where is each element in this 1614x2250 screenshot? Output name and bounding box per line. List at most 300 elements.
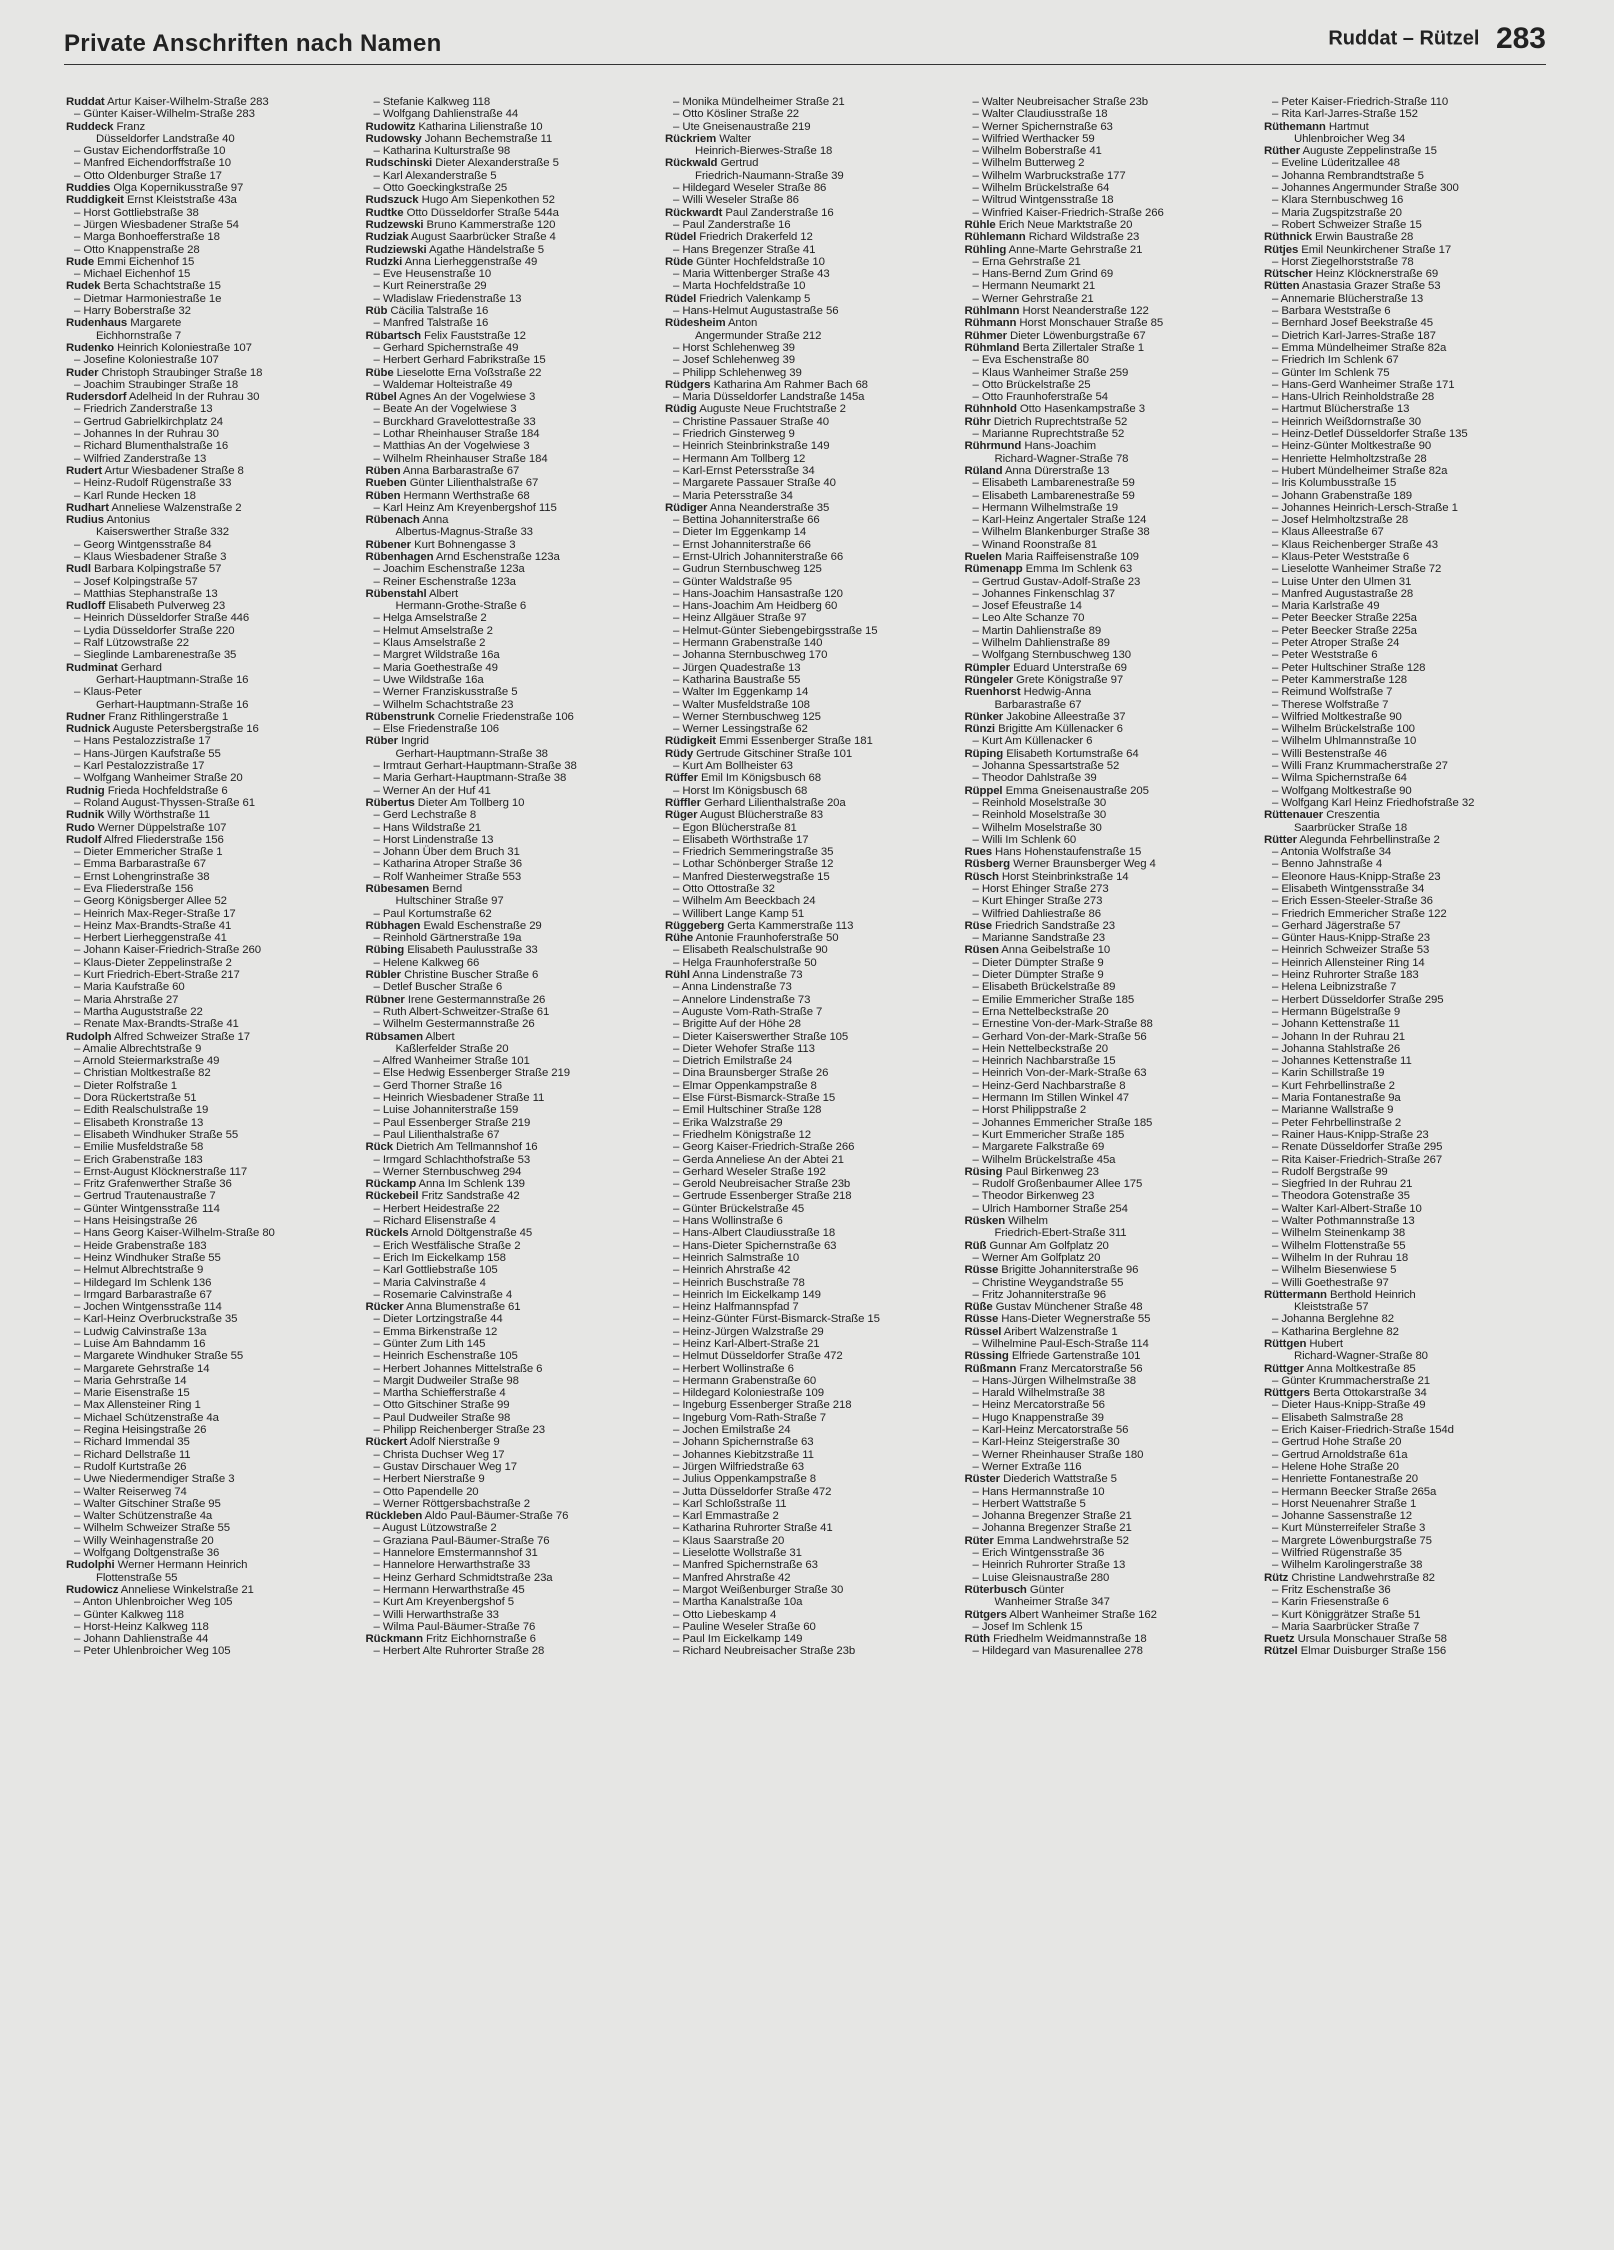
directory-entry xyxy=(366,428,648,440)
entry-text: Eleonore Haus-Knipp-Straße 23 xyxy=(1281,870,1441,883)
entry-text: Karl Runde Hecken 18 xyxy=(83,489,196,502)
entry-text: Friedrich Emmericher Straße 122 xyxy=(1281,907,1447,920)
entry-text: Rita Kaiser-Friedrich-Straße 267 xyxy=(1281,1153,1443,1166)
directory-entry xyxy=(66,858,348,870)
directory-entry xyxy=(1264,1559,1546,1571)
entry-text: Otto Goeckingkstraße 25 xyxy=(382,182,508,195)
entry-text: Gunnar Am Golfplatz 20 xyxy=(989,1239,1109,1252)
entry-text: Karl-Ernst Petersstraße 34 xyxy=(682,464,815,477)
directory-entry xyxy=(665,305,947,317)
directory-entry xyxy=(366,858,648,870)
entry-text: Dieter Alexanderstraße 5 xyxy=(435,157,559,170)
entry-text: Karl Alexanderstraße 5 xyxy=(382,169,497,182)
same-name-dash: – xyxy=(373,563,383,576)
same-name-dash: – xyxy=(972,907,982,920)
same-name-dash: – xyxy=(373,1092,383,1105)
entry-text: Eva Eschenstraße 80 xyxy=(981,354,1089,367)
same-name-dash: – xyxy=(373,1153,383,1166)
same-name-dash: – xyxy=(972,538,982,551)
entry-text: Brigitte Auf der Höhe 28 xyxy=(682,1018,801,1031)
entry-text: Hans-Joachim xyxy=(1024,440,1096,453)
entry-text: Wilhelm Brückelstraße 45a xyxy=(981,1153,1116,1166)
entry-text: Ludwig Calvinstraße 13a xyxy=(83,1325,207,1338)
entry-text: Horst Monschauer Straße 85 xyxy=(1019,317,1164,330)
same-name-dash: – xyxy=(972,1276,982,1289)
entry-text: Jutta Düsseldorfer Straße 472 xyxy=(682,1485,832,1498)
entry-text: Eduard Unterstraße 69 xyxy=(1013,661,1127,674)
entry-text: August Lützowstraße 2 xyxy=(382,1522,497,1535)
directory-entry xyxy=(665,920,947,932)
same-name-dash: – xyxy=(1272,735,1282,748)
same-name-dash: – xyxy=(74,1485,84,1498)
same-name-dash: – xyxy=(74,1055,83,1068)
entry-text: Horst Schlehenweg 39 xyxy=(682,341,795,354)
entry-surname: Rüggeberg xyxy=(665,919,725,932)
directory-entry xyxy=(366,1141,648,1153)
entry-text: Hermann Wilhelmstraße 19 xyxy=(981,501,1119,514)
directory-entry xyxy=(965,133,1247,145)
directory-entry xyxy=(965,760,1247,772)
directory-entry xyxy=(1264,108,1546,120)
directory-entry xyxy=(1264,514,1546,526)
entry-surname: Ruder xyxy=(66,366,99,379)
same-name-dash: – xyxy=(74,1473,84,1486)
same-name-dash: – xyxy=(373,1251,383,1264)
directory-entry xyxy=(1264,1154,1546,1166)
same-name-dash: – xyxy=(74,1436,84,1449)
directory-entry xyxy=(66,994,348,1006)
entry-text: Wilma Spichernstraße 64 xyxy=(1281,772,1407,785)
directory-entry xyxy=(965,465,1247,477)
entry-text: Kurt Fehrbellinstraße 2 xyxy=(1281,1079,1395,1092)
directory-entry xyxy=(665,280,947,292)
directory-entry xyxy=(66,748,348,760)
same-name-dash: – xyxy=(74,747,84,760)
entry-text: Beate An der Vogelwiese 3 xyxy=(382,403,517,416)
directory-entry xyxy=(665,649,947,661)
same-name-dash: – xyxy=(74,1547,84,1560)
entry-text: Christa Duchser Weg 17 xyxy=(382,1448,505,1461)
directory-entry xyxy=(965,1301,1247,1313)
same-name-dash: – xyxy=(1272,354,1282,367)
directory-entry xyxy=(366,1399,648,1411)
entry-text: Kurt Am Kreyenbergshof 5 xyxy=(382,1596,515,1609)
entry-text: Dietmar Harmoniestraße 1e xyxy=(83,292,222,305)
directory-entry xyxy=(665,477,947,489)
directory-entry xyxy=(66,649,348,661)
same-name-dash: – xyxy=(373,1411,383,1424)
same-name-dash: – xyxy=(373,378,383,391)
entry-text: Lieselotte Erna Voßstraße 22 xyxy=(396,366,542,379)
entry-surname: Rüssing xyxy=(964,1350,1009,1363)
entry-text: Manfred Talstraße 16 xyxy=(382,317,489,330)
directory-entry xyxy=(66,760,348,772)
same-name-dash: – xyxy=(1272,255,1282,268)
entry-text: Gerhart-Hauptmann-Straße 16 xyxy=(96,698,249,711)
entry-text: Gerta Kammerstraße 113 xyxy=(727,919,854,932)
directory-entry xyxy=(965,428,1247,440)
directory-entry xyxy=(1264,1117,1546,1129)
directory-entry xyxy=(965,367,1247,379)
directory-entry xyxy=(665,1596,947,1608)
directory-entry xyxy=(1264,699,1546,711)
same-name-dash: – xyxy=(1272,292,1281,305)
directory-entry xyxy=(665,1436,947,1448)
entry-text: Paul Zanderstraße 16 xyxy=(725,206,834,219)
entry-surname: Rübhagen xyxy=(365,919,421,932)
entry-surname: Rudziak xyxy=(365,231,409,244)
directory-entry xyxy=(66,588,348,600)
entry-surname: Rünker xyxy=(964,710,1004,723)
entry-text: Heinz-Günter Fürst-Bismarck-Straße 15 xyxy=(682,1313,880,1326)
entry-text: Manfred Ahrstraße 42 xyxy=(682,1571,791,1584)
directory-entry xyxy=(66,1067,348,1079)
directory-entry xyxy=(965,858,1247,870)
directory-entry xyxy=(366,1621,648,1633)
directory-entry xyxy=(1264,1018,1546,1030)
directory-entry xyxy=(965,637,1247,649)
same-name-dash: – xyxy=(74,1424,84,1437)
entry-text: Reinhold Gärtnerstraße 19a xyxy=(382,932,522,945)
same-name-dash: – xyxy=(673,1473,683,1486)
directory-entry xyxy=(66,539,348,551)
directory-entry xyxy=(1264,145,1546,157)
entry-text: Paul Dudweiler Straße 98 xyxy=(382,1411,511,1424)
same-name-dash: – xyxy=(74,907,84,920)
directory-entry xyxy=(366,1129,648,1141)
directory-entry xyxy=(965,920,1247,932)
directory-entry xyxy=(1264,551,1546,563)
directory-entry xyxy=(66,1264,348,1276)
entry-text: Friedrich Sandstraße 23 xyxy=(995,919,1115,932)
same-name-dash: – xyxy=(373,932,383,945)
directory-entry xyxy=(366,342,648,354)
same-name-dash: – xyxy=(1272,1128,1282,1141)
entry-text: Jürgen Wiesbadener Straße 54 xyxy=(83,218,239,231)
entry-text: Rosemarie Calvinstraße 4 xyxy=(382,1288,513,1301)
entry-surname: Rudowsky xyxy=(365,132,422,145)
same-name-dash: – xyxy=(74,1325,84,1338)
entry-text: Anna Moltkestraße 85 xyxy=(1306,1362,1416,1375)
entry-text: Emmi Essenberger Straße 181 xyxy=(719,735,873,748)
entry-text: Gerd Thorner Straße 16 xyxy=(382,1079,502,1092)
directory-entry xyxy=(665,1313,947,1325)
directory-entry xyxy=(965,342,1247,354)
same-name-dash: – xyxy=(673,96,683,108)
directory-entry xyxy=(965,834,1247,846)
same-name-dash: – xyxy=(74,1227,84,1240)
same-name-dash: – xyxy=(1272,305,1282,318)
same-name-dash: – xyxy=(373,108,383,121)
entry-text: Willi Goethestraße 97 xyxy=(1281,1276,1389,1289)
directory-entry xyxy=(66,1522,348,1534)
entry-surname: Ruddat xyxy=(66,96,105,108)
entry-text: Brigitte Johanniterstraße 96 xyxy=(1001,1264,1139,1277)
directory-entry xyxy=(665,133,947,145)
same-name-dash: – xyxy=(972,575,982,588)
same-name-dash: – xyxy=(673,182,683,195)
same-name-dash: – xyxy=(972,366,982,379)
same-name-dash: – xyxy=(74,1202,84,1215)
entry-surname: Rüffer xyxy=(665,772,698,785)
directory-entry xyxy=(366,330,648,342)
entry-text: Johann Grabenstraße 189 xyxy=(1281,489,1412,502)
directory-entry xyxy=(366,932,648,944)
entry-text: Hans-Helmut Augustastraße 56 xyxy=(682,305,839,318)
same-name-dash: – xyxy=(972,956,982,969)
same-name-dash: – xyxy=(373,1571,383,1584)
entry-text: Richard-Wagner-Straße 78 xyxy=(994,452,1129,465)
same-name-dash: – xyxy=(1272,108,1282,121)
directory-entry xyxy=(665,699,947,711)
directory-entry xyxy=(66,1363,348,1375)
same-name-dash: – xyxy=(1272,366,1282,379)
entry-surname: Rüß xyxy=(964,1239,987,1252)
same-name-dash: – xyxy=(673,391,683,404)
same-name-dash: – xyxy=(1272,1411,1282,1424)
same-name-dash: – xyxy=(972,612,982,625)
same-name-dash: – xyxy=(673,1350,683,1363)
entry-text: Herbert Düsseldorfer Straße 295 xyxy=(1281,993,1444,1006)
entry-text: Robert Schweizer Straße 15 xyxy=(1281,218,1422,231)
directory-entry xyxy=(965,477,1247,489)
directory-entry xyxy=(366,477,648,489)
directory-entry xyxy=(1264,674,1546,686)
same-name-dash: – xyxy=(74,956,84,969)
entry-text: Gerd Lechstraße 8 xyxy=(382,809,477,822)
directory-entry xyxy=(665,502,947,514)
same-name-dash: – xyxy=(673,1460,683,1473)
directory-entry xyxy=(1264,1006,1546,1018)
entry-text: Gertrud Arnoldstraße 61a xyxy=(1281,1448,1408,1461)
entry-text: Maria Goethestraße 49 xyxy=(382,661,498,674)
entry-text: Willi Weseler Straße 86 xyxy=(682,194,799,207)
same-name-dash: – xyxy=(74,243,84,256)
entry-text: Christine Landwehrstraße 82 xyxy=(1291,1571,1435,1584)
entry-text: Luise Unter den Ulmen 31 xyxy=(1281,575,1412,588)
same-name-dash: – xyxy=(373,772,383,785)
entry-text: Richard Dellstraße 11 xyxy=(83,1448,191,1461)
entry-text: Ewald Eschenstraße 29 xyxy=(423,919,542,932)
entry-text: Aldo Paul-Bäumer-Straße 76 xyxy=(424,1510,569,1523)
directory-entry xyxy=(66,440,348,452)
entry-text: Bernhard Josef Beekstraße 45 xyxy=(1281,317,1434,330)
entry-text: Karl Schloßstraße 11 xyxy=(682,1497,787,1510)
directory-entry xyxy=(665,1067,947,1079)
same-name-dash: – xyxy=(74,452,84,465)
entry-text: Auguste Petersbergstraße 16 xyxy=(112,723,259,736)
entry-text: Klara Sternbuschweg 16 xyxy=(1281,194,1404,207)
same-name-dash: – xyxy=(373,415,383,428)
entry-surname: Rühe xyxy=(665,932,694,945)
directory-entry xyxy=(665,1399,947,1411)
directory-entry xyxy=(665,403,947,415)
same-name-dash: – xyxy=(373,1559,383,1572)
directory-entry xyxy=(66,1141,348,1153)
entry-text: Walter Reiserweg 74 xyxy=(83,1485,187,1498)
entry-surname: Rückwardt xyxy=(665,206,723,219)
directory-entry xyxy=(366,908,648,920)
entry-surname: Rudl xyxy=(66,563,91,576)
directory-entry xyxy=(665,1621,947,1633)
entry-text: Gertrud Gustav-Adolf-Straße 23 xyxy=(981,575,1141,588)
same-name-dash: – xyxy=(972,883,982,895)
entry-text: Joachim Eschenstraße 123a xyxy=(382,563,525,576)
directory-entry xyxy=(66,1289,348,1301)
entry-text: Wilhelm Boberstraße 41 xyxy=(981,145,1102,158)
entry-text: Wolfgang Wanheimer Straße 20 xyxy=(83,772,243,785)
same-name-dash: – xyxy=(74,1042,83,1055)
directory-entry xyxy=(1264,994,1546,1006)
entry-text: Hubert xyxy=(1309,1337,1343,1350)
entry-text: Hans-Albert Claudiusstraße 18 xyxy=(682,1227,836,1240)
entry-text: Emma Gneisenaustraße 205 xyxy=(1005,784,1149,797)
same-name-dash: – xyxy=(673,243,683,256)
same-name-dash: – xyxy=(673,575,683,588)
entry-text: Hans Wollinstraße 6 xyxy=(682,1215,783,1228)
directory-entry xyxy=(1264,1547,1546,1559)
directory-entry xyxy=(665,1141,947,1153)
entry-surname: Rudolph xyxy=(66,1030,112,1043)
entry-surname: Rudowicz xyxy=(66,1583,119,1596)
directory-entry xyxy=(965,551,1247,563)
entry-text: Felix Fauststraße 12 xyxy=(424,329,526,342)
same-name-dash: – xyxy=(373,428,383,441)
entry-text: Irmtraut Gerhart-Hauptmann-Straße 38 xyxy=(382,760,577,773)
directory-entry xyxy=(665,600,947,612)
same-name-dash: – xyxy=(673,895,683,908)
entry-text: Willibert Lange Kamp 51 xyxy=(682,907,805,920)
same-name-dash: – xyxy=(373,1337,383,1350)
directory-entry xyxy=(965,1178,1247,1190)
same-name-dash: – xyxy=(1272,317,1282,330)
directory-entry xyxy=(366,969,648,981)
directory-entry xyxy=(366,748,648,760)
directory-entry xyxy=(665,1190,947,1202)
directory-entry xyxy=(1264,1092,1546,1104)
same-name-dash: – xyxy=(1272,1313,1282,1326)
same-name-dash: – xyxy=(74,858,84,871)
entry-text: Maria Gehrstraße 14 xyxy=(83,1374,187,1387)
directory-entry xyxy=(66,674,348,686)
entry-surname: Rüdel xyxy=(665,231,697,244)
directory-entry xyxy=(1264,342,1546,354)
entry-text: Paul Kortumstraße 62 xyxy=(382,907,492,920)
entry-surname: Rücker xyxy=(365,1301,404,1314)
entry-surname: Rümenapp xyxy=(964,563,1023,576)
same-name-dash: – xyxy=(673,1067,683,1080)
directory-entry xyxy=(965,883,1247,895)
entry-text: Otto Gitschiner Straße 99 xyxy=(382,1399,510,1412)
entry-text: Heinrich Ruhrorter Straße 13 xyxy=(981,1559,1126,1572)
directory-entry xyxy=(366,1154,648,1166)
same-name-dash: – xyxy=(1272,1325,1282,1338)
same-name-dash: – xyxy=(673,280,683,293)
directory-entry xyxy=(665,1609,947,1621)
directory-entry xyxy=(965,846,1247,858)
directory-entry xyxy=(665,157,947,169)
directory-entry xyxy=(66,170,348,182)
entry-text: Edith Realschulstraße 19 xyxy=(83,1104,209,1117)
entry-text: Gerhard Lilienthalstraße 20a xyxy=(704,796,846,809)
entry-text: Olga Kopernikusstraße 97 xyxy=(113,182,244,195)
entry-text: Karl-Heinz Overbruckstraße 35 xyxy=(83,1313,238,1326)
entry-text: Johanna Rembrandtstraße 5 xyxy=(1281,169,1424,182)
entry-text: Otto Knappenstraße 28 xyxy=(83,243,200,256)
entry-text: Wilhelm Schweizer Straße 55 xyxy=(83,1522,231,1535)
directory-entry xyxy=(366,145,648,157)
entry-text: Walter xyxy=(719,132,752,145)
entry-text: Agathe Händelstraße 5 xyxy=(428,243,545,256)
entry-text: Ernst Johanniterstraße 66 xyxy=(682,538,811,551)
same-name-dash: – xyxy=(972,1128,982,1141)
same-name-dash: – xyxy=(74,587,84,600)
entry-text: Hans Heisingstraße 26 xyxy=(83,1215,198,1228)
entry-text: Hildegard Koloniestraße 109 xyxy=(682,1387,824,1400)
directory-entry xyxy=(665,625,947,637)
same-name-dash: – xyxy=(1272,157,1282,170)
entry-text: Helene Kalkweg 66 xyxy=(382,956,480,969)
directory-entry xyxy=(1264,1572,1546,1584)
entry-text: Gertrud Trautenaustraße 7 xyxy=(83,1190,216,1203)
directory-entry xyxy=(965,490,1247,502)
entry-text: Willy Wörthstraße 11 xyxy=(107,809,210,822)
entry-text: Bernd xyxy=(432,883,463,895)
entry-text: Reinhold Moselstraße 30 xyxy=(981,809,1107,822)
same-name-dash: – xyxy=(972,354,982,367)
same-name-dash: – xyxy=(972,772,982,785)
directory-entry xyxy=(1264,1264,1546,1276)
same-name-dash: – xyxy=(972,993,982,1006)
entry-text: Horst Neuenahrer Straße 1 xyxy=(1281,1497,1417,1510)
directory-entry xyxy=(665,1559,947,1571)
entry-text: Erna Gehrstraße 21 xyxy=(981,255,1081,268)
directory-entry xyxy=(965,330,1247,342)
entry-text: Luise Am Bahndamm 16 xyxy=(83,1337,206,1350)
directory-entry xyxy=(965,1547,1247,1559)
same-name-dash: – xyxy=(673,1337,683,1350)
directory-entry xyxy=(965,1350,1247,1362)
entry-text: Martha Kanalstraße 10a xyxy=(682,1596,803,1609)
directory-entry xyxy=(665,268,947,280)
same-name-dash: – xyxy=(74,1497,84,1510)
directory-entry xyxy=(366,526,648,538)
entry-text: Willi Herwarthstraße 33 xyxy=(382,1608,499,1621)
entry-surname: Rütjes xyxy=(1264,243,1299,256)
entry-text: Heinz-Günter Moltkestraße 90 xyxy=(1281,440,1432,453)
directory-entry xyxy=(965,723,1247,735)
entry-text: Friedrich-Ebert-Straße 311 xyxy=(994,1227,1127,1240)
entry-text: Wilhelm Moselstraße 30 xyxy=(981,821,1102,834)
directory-entry xyxy=(66,1006,348,1018)
entry-text: Willi Bestenstraße 46 xyxy=(1281,747,1387,760)
same-name-dash: – xyxy=(1272,895,1282,908)
entry-surname: Rüsberg xyxy=(964,858,1011,871)
entry-text: Wilfried Zanderstraße 13 xyxy=(83,452,207,465)
entry-text: Emil Neunkirchener Straße 17 xyxy=(1301,243,1452,256)
directory-entry xyxy=(366,1436,648,1448)
entry-text: Heinrich Ahrstraße 42 xyxy=(682,1264,791,1277)
same-name-dash: – xyxy=(74,1104,84,1117)
directory-entry xyxy=(366,895,648,907)
directory-entry xyxy=(965,194,1247,206)
same-name-dash: – xyxy=(673,1436,683,1449)
same-name-dash: – xyxy=(373,1350,383,1363)
same-name-dash: – xyxy=(972,108,982,121)
entry-text: Heinrich Allensteiner Ring 14 xyxy=(1281,956,1425,969)
entry-text: Angermunder Straße 212 xyxy=(695,329,822,342)
entry-text: Peter Weststraße 6 xyxy=(1281,649,1378,662)
